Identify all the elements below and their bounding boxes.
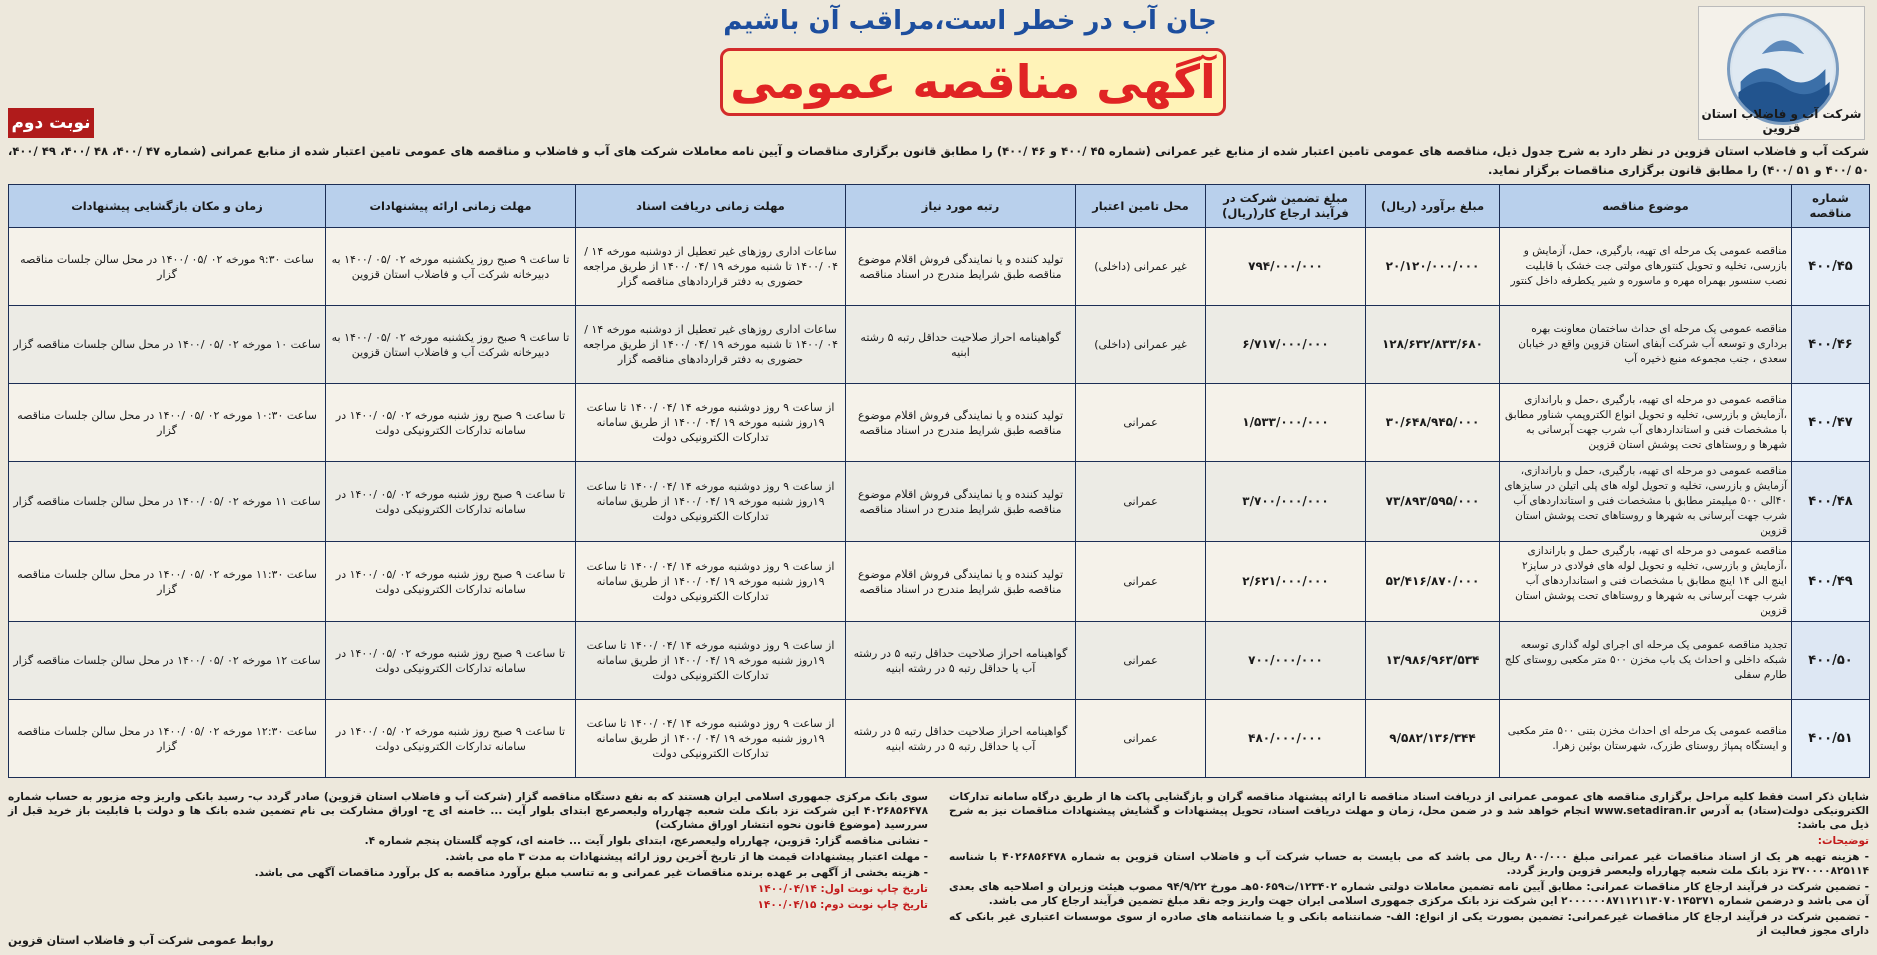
print-date-first: تاریخ چاپ نوبت اول: ۱۴۰۰/۰۴/۱۴ [757, 883, 928, 895]
tender-table [8, 184, 1870, 778]
footer-right-column [949, 790, 1869, 950]
header-opening: زمان و مکان بازگشایی پیشنهادات [9, 185, 326, 228]
cell-estimate: ۳۰/۶۴۸/۹۴۵/۰۰۰ [1366, 384, 1500, 462]
table-row [9, 306, 1870, 384]
cell-estimate: ۱۳/۹۸۶/۹۶۳/۵۳۴ [1366, 622, 1500, 700]
cell-estimate: ۷۳/۸۹۳/۵۹۵/۰۰۰ [1366, 462, 1500, 542]
cell-estimate: ۹/۵۸۲/۱۳۶/۳۴۴ [1366, 700, 1500, 778]
cell-offer-deadline: تا ساعت ۹ صبح روز شنبه مورخه ۰۲ /۰۵ /۱۴۰۰ در سامانه تدارکات الکترونیکی دولت [326, 462, 576, 542]
footer-paragraph: - هزینه تهیه هر یک از اسناد مناقصات غیر عمرانی مبلغ ۸۰۰/۰۰۰ ریال می باشد که می بایست به حساب شرکت آب و فاضلاب استان قزوین به شماره ۴۰۲۶۸۵۶۴۷۸ با شناسه ۳۷۰۰۰۰۸۲۵۱۱۴ نزد بانک ملت شعبه چهارراه ولیعصر قزوین واریز گردد. [949, 851, 1869, 877]
cell-doc-deadline: از ساعت ۹ روز دوشنبه مورخه ۱۴ /۰۴ /۱۴۰۰ تا ساعت ۱۹روز شنبه مورخه ۱۹ /۰۴ /۱۴۰۰ از طریق سامانه تدارکات الکترونیکی دولت [576, 384, 846, 462]
cell-subject: تجدید مناقصه عمومی یک مرحله ای اجرای لوله گذاری توسعه شبکه داخلی و احداث یک باب مخزن ۵۰۰ متر مکعبی روستای کلج طارم سفلی [1500, 622, 1792, 700]
cell-offer-deadline: تا ساعت ۹ صبح روز یکشنبه مورخه ۰۲ /۰۵ /۱۴۰۰ به دبیرخانه شرکت آب و فاضلاب استان قزوین [326, 306, 576, 384]
header-funding: محل تامین اعتبار [1076, 185, 1206, 228]
cell-rank: تولید کننده و یا نمایندگی فروش اقلام موضوع مناقصه طبق شرایط مندرج در اسناد مناقصه [846, 462, 1076, 542]
cell-funding: عمرانی [1076, 384, 1206, 462]
header-rank: رتبه مورد نیاز [846, 185, 1076, 228]
table-header-row [9, 185, 1870, 228]
cell-estimate: ۱۲۸/۶۳۲/۸۳۳/۶۸۰ [1366, 306, 1500, 384]
cell-rank: گواهینامه احراز صلاحیت حداقل رتبه ۵ در رشته آب یا حداقل رتبه ۵ در رشته ابنیه [846, 622, 1076, 700]
cell-guarantee: ۴۸۰/۰۰۰/۰۰۰ [1206, 700, 1366, 778]
cell-num: ۴۰۰/۴۶ [1792, 306, 1870, 384]
cell-num: ۴۰۰/۵۰ [1792, 622, 1870, 700]
header-estimate: مبلغ برآورد (ریال) [1366, 185, 1500, 228]
header-num: شماره مناقصه [1792, 185, 1870, 228]
round-badge: نوبت دوم [8, 108, 94, 138]
cell-subject: مناقصه عمومی یک مرحله ای احداث مخزن بتنی ۵۰۰ متر مکعبی و ایستگاه پمپاژ روستای طزرک، شهرستان بوئین زهرا. [1500, 700, 1792, 778]
cell-subject: مناقصه عمومی دو مرحله ای تهیه، بارگیری حمل و باراندازی ،آزمایش و بازرسی، تخلیه و تحویل لوله های فولادی در سایز۲ اینچ الی ۱۴ اینچ مطابق با مشخصات فنی و استانداردهای آب شرب جهت آبرسانی به شهرها و روستاهای تحت پوشش استان قزوین [1500, 542, 1792, 622]
intro-paragraph: شرکت آب و فاضلاب استان قزوین در نظر دارد به شرح جدول ذیل، مناقصه های عمومی تامین اعتبار شده از منابع غیر عمرانی (شماره ۴۵ /۴۰۰ و ۴۶ /۴۰۰) را مطابق قانون برگزاری مناقصات و آیین نامه معاملات شرکت های آب و فاضلاب و مناقصه های عمومی تامین اعتبار شده از منابع عمرانی (شماره ۴۷ /۴۰۰، ۴۸ /۴۰۰، ۴۹ /۴۰۰، ۵۰ /۴۰۰ و ۵۱ /۴۰۰) را مطابق قانون برگزاری مناقصات برگزار نماید. [8, 144, 1869, 177]
cell-doc-deadline: ساعات اداری روزهای غیر تعطیل از دوشنبه مورخه ۱۴ /۰۴ /۱۴۰۰ تا شنبه مورخه ۱۹ /۰۴ /۱۴۰۰ از طریق مراجعه حضوری به دفتر قراردادهای مناقصه گزار [576, 228, 846, 306]
cell-rank: تولید کننده و یا نمایندگی فروش اقلام موضوع مناقصه طبق شرایط مندرج در اسناد مناقصه [846, 228, 1076, 306]
header [0, 0, 1877, 140]
cell-opening: ساعت ۱۲ مورخه ۰۲ /۰۵ /۱۴۰۰ در محل سالن جلسات مناقصه گزار [9, 622, 326, 700]
table-row [9, 622, 1870, 700]
company-logo [1698, 6, 1865, 140]
slogan: جان آب در خطر است،مراقب آن باشیم [723, 6, 1217, 36]
cell-guarantee: ۷۹۴/۰۰۰/۰۰۰ [1206, 228, 1366, 306]
cell-offer-deadline: تا ساعت ۹ صبح روز شنبه مورخه ۰۲ /۰۵ /۱۴۰۰ در سامانه تدارکات الکترونیکی دولت [326, 622, 576, 700]
footer-paragraph: شایان ذکر است فقط کلیه مراحل برگزاری مناقصه های عمومی عمرانی از دریافت اسناد مناقصه تا ارائه پیشنهاد مناقصه گران و بازگشایی پاکت ها از طریق درگاه سامانه تدارکات الکترونیکی دولت(ستاد) به آدرس www.setadiran.ir انجام خواهد شد و در ضمن محل، زمان و مهلت دریافت اسناد، تحویل پیشنهادات و گشایش پیشنهادات مناقصات نیز به شرح ذیل می باشد: [949, 791, 1869, 831]
cell-rank: گواهینامه احراز صلاحیت حداقل رتبه ۵ رشته ابنیه [846, 306, 1076, 384]
cell-guarantee: ۱/۵۳۳/۰۰۰/۰۰۰ [1206, 384, 1366, 462]
cell-opening: ساعت ۱۱:۳۰ مورخه ۰۲ /۰۵ /۱۴۰۰ در محل سالن جلسات مناقصه گزار [9, 542, 326, 622]
cell-rank: گواهینامه احراز صلاحیت حداقل رتبه ۵ در رشته آب یا حداقل رتبه ۵ در رشته ابنیه [846, 700, 1076, 778]
cell-funding: عمرانی [1076, 462, 1206, 542]
cell-guarantee: ۶/۷۱۷/۰۰۰/۰۰۰ [1206, 306, 1366, 384]
footer-paragraph: - مهلت اعتبار پیشنهادات قیمت ها از تاریخ آخرین روز ارائه پیشنهادات به مدت ۳ ماه می باشد. [445, 851, 928, 863]
cell-doc-deadline: از ساعت ۹ روز دوشنبه مورخه ۱۴ /۰۴ /۱۴۰۰ تا ساعت ۱۹روز شنبه مورخه ۱۹ /۰۴ /۱۴۰۰ از طریق سامانه تدارکات الکترونیکی دولت [576, 700, 846, 778]
cell-funding: عمرانی [1076, 700, 1206, 778]
cell-funding: عمرانی [1076, 622, 1206, 700]
cell-offer-deadline: تا ساعت ۹ صبح روز یکشنبه مورخه ۰۲ /۰۵ /۱۴۰۰ به دبیرخانه شرکت آب و فاضلاب استان قزوین [326, 228, 576, 306]
cell-num: ۴۰۰/۴۷ [1792, 384, 1870, 462]
cell-opening: ساعت ۱۱ مورخه ۰۲ /۰۵ /۱۴۰۰ در محل سالن جلسات مناقصه گزار [9, 462, 326, 542]
cell-estimate: ۲۰/۱۲۰/۰۰۰/۰۰۰ [1366, 228, 1500, 306]
cell-guarantee: ۳/۷۰۰/۰۰۰/۰۰۰ [1206, 462, 1366, 542]
cell-opening: ساعت ۱۲:۳۰ مورخه ۰۲ /۰۵ /۱۴۰۰ در محل سالن جلسات مناقصه گزار [9, 700, 326, 778]
notes-title: توضیحات: [1817, 835, 1869, 847]
cell-subject: مناقصه عمومی یک مرحله ای تهیه، بارگیری، حمل، آزمایش و بازرسی، تخلیه و تحویل کنتورهای مولتی جت خشک با قابلیت نصب سنسور بهمراه مهره و ماسوره و شیر یکطرفه داخل کنتور [1500, 228, 1792, 306]
header-offer-deadline: مهلت زمانی ارائه پیشنهادات [326, 185, 576, 228]
page-title: آگهی مناقصه عمومی [730, 55, 1216, 109]
cell-opening: ساعت ۹:۳۰ مورخه ۰۲ /۰۵ /۱۴۰۰ در محل سالن جلسات مناقصه گزار [9, 228, 326, 306]
cell-rank: تولید کننده و یا نمایندگی فروش اقلام موضوع مناقصه طبق شرایط مندرج در اسناد مناقصه [846, 384, 1076, 462]
cell-guarantee: ۲/۶۲۱/۰۰۰/۰۰۰ [1206, 542, 1366, 622]
table-row [9, 700, 1870, 778]
title-banner [720, 48, 1226, 116]
header-doc-deadline: مهلت زمانی دریافت اسناد [576, 185, 846, 228]
table-row [9, 384, 1870, 462]
cell-num: ۴۰۰/۴۵ [1792, 228, 1870, 306]
table-row [9, 542, 1870, 622]
cell-num: ۴۰۰/۴۸ [1792, 462, 1870, 542]
header-guarantee: مبلغ تضمین شرکت در فرآیند ارجاع کار(ریال) [1206, 185, 1366, 228]
logo-caption: شرکت آب و فاضلاب استان قزوین [1701, 107, 1862, 135]
cell-offer-deadline: تا ساعت ۹ صبح روز شنبه مورخه ۰۲ /۰۵ /۱۴۰۰ در سامانه تدارکات الکترونیکی دولت [326, 542, 576, 622]
cell-funding: غیر عمرانی (داخلی) [1076, 228, 1206, 306]
table-row [9, 228, 1870, 306]
cell-offer-deadline: تا ساعت ۹ صبح روز شنبه مورخه ۰۲ /۰۵ /۱۴۰۰ در سامانه تدارکات الکترونیکی دولت [326, 700, 576, 778]
footer-paragraph: - تضمین شرکت در فرآیند ارجاع کار مناقصات غیرعمرانی: تضمین بصورت یکی از انواع: الف- ضمانتنامه بانکی و یا ضمانتنامه های صادره از سوی موسسات اعتباری غیر بانکی که دارای مجوز فعالیت از [949, 911, 1869, 937]
cell-doc-deadline: از ساعت ۹ روز دوشنبه مورخه ۱۴ /۰۴ /۱۴۰۰ تا ساعت ۱۹روز شنبه مورخه ۱۹ /۰۴ /۱۴۰۰ از طریق سامانه تدارکات الکترونیکی دولت [576, 542, 846, 622]
cell-opening: ساعت ۱۰ مورخه ۰۲ /۰۵ /۱۴۰۰ در محل سالن جلسات مناقصه گزار [9, 306, 326, 384]
cell-estimate: ۵۲/۴۱۶/۸۷۰/۰۰۰ [1366, 542, 1500, 622]
header-subject: موضوع مناقصه [1500, 185, 1792, 228]
table-row [9, 462, 1870, 542]
cell-funding: غیر عمرانی (داخلی) [1076, 306, 1206, 384]
cell-subject: مناقصه عمومی دو مرحله ای تهیه، بارگیری ،حمل و باراندازی ،آزمایش و بازرسی، تخلیه و تحویل انواع الکتروپمپ شناور مطابق با مشخصات فنی و استانداردهای آب شرب جهت آبرسانی به شهرها و روستاهای تحت پوشش استان قزوین [1500, 384, 1792, 462]
cell-opening: ساعت ۱۰:۳۰ مورخه ۰۲ /۰۵ /۱۴۰۰ در محل سالن جلسات مناقصه گزار [9, 384, 326, 462]
footer-paragraph: - نشانی مناقصه گزار: قزوین، چهارراه ولیعصرعج، ابتدای بلوار آیت ... خامنه ای، کوچه گلستان پنجم شماره ۴. [364, 835, 928, 847]
publisher-signature: روابط عمومی شرکت آب و فاضلاب استان قزوین [8, 934, 274, 947]
footer-paragraph: سوی بانک مرکزی جمهوری اسلامی ایران هستند که به نفع دستگاه مناقصه گزار (شرکت آب و فاضلاب استان قزوین) صادر گردد ب- رسید بانکی واریز وجه مزبور به حساب شماره ۴۰۲۶۸۵۶۴۷۸ این شرکت نزد بانک ملت شعبه چهارراه ولیعصرعج ابتدای بلوار آیت ... خامنه ای ج- اوراق مشارکت بی نام تضمین شده بانک ها و دولت با قابلیت باز خرید قبل از سررسید (موضوع قانون نحوه انتشار اوراق مشارکت) [8, 791, 928, 831]
footer [8, 790, 1869, 952]
cell-doc-deadline: از ساعت ۹ روز دوشنبه مورخه ۱۴ /۰۴ /۱۴۰۰ تا ساعت ۱۹روز شنبه مورخه ۱۹ /۰۴ /۱۴۰۰ از طریق سامانه تدارکات الکترونیکی دولت [576, 462, 846, 542]
cell-subject: مناقصه عمومی دو مرحله ای تهیه، بارگیری، حمل و باراندازی، آزمایش و بازرسی، تخلیه و تحویل لوله های پلی اتیلن در سایزهای ۴۰الی ۵۰۰ میلیمتر مطابق با مشخصات فنی و استانداردهای آب شرب جهت آبرسانی به شهرها و روستاهای تحت پوشش استان قزوین [1500, 462, 1792, 542]
footer-paragraph: - تضمین شرکت در فرآیند ارجاع کار مناقصات عمرانی: مطابق آیین نامه تضمین معاملات دولتی شماره ۱۲۳۴۰۲/ت۵۰۶۵۹هـ مورخ ۹۴/۹/۲۲ مصوب هیئت وزیران و اصلاحیه های بعدی آن می باشد و درضمن شماره ۲۰۰۰۰۰۰۸۷۱۱۲۱۱۳۰۷۰۱۴۵۳۷۱ این شرکت نزد بانک مرکزی جمهوری اسلامی ایران جهت واریز وجه نقد مبلغ تضمین فرآیند ارجاع کار می باشد. [949, 881, 1869, 907]
cell-num: ۴۰۰/۴۹ [1792, 542, 1870, 622]
footer-paragraph: - هزینه بخشی از آگهی بر عهده برنده مناقصات غیر عمرانی و به تناسب مبلغ برآورد مناقصه به کل برآورد مناقصات آگهی می باشد. [254, 867, 928, 879]
footer-left-column [8, 790, 928, 950]
cell-funding: عمرانی [1076, 542, 1206, 622]
cell-doc-deadline: از ساعت ۹ روز دوشنبه مورخه ۱۴ /۰۴ /۱۴۰۰ تا ساعت ۱۹روز شنبه مورخه ۱۹ /۰۴ /۱۴۰۰ از طریق سامانه تدارکات الکترونیکی دولت [576, 622, 846, 700]
cell-guarantee: ۷۰۰/۰۰۰/۰۰۰ [1206, 622, 1366, 700]
cell-rank: تولید کننده و یا نمایندگی فروش اقلام موضوع مناقصه طبق شرایط مندرج در اسناد مناقصه [846, 542, 1076, 622]
cell-num: ۴۰۰/۵۱ [1792, 700, 1870, 778]
cell-offer-deadline: تا ساعت ۹ صبح روز شنبه مورخه ۰۲ /۰۵ /۱۴۰۰ در سامانه تدارکات الکترونیکی دولت [326, 384, 576, 462]
cell-subject: مناقصه عمومی یک مرحله ای حداث ساختمان معاونت بهره برداری و توسعه آب شرکت آبفای استان قزوین واقع در خیابان سعدی ، جنب مجموعه منبع ذخیره آب [1500, 306, 1792, 384]
print-date-second: تاریخ چاپ نوبت دوم: ۱۴۰۰/۰۴/۱۵ [757, 899, 928, 911]
cell-doc-deadline: ساعات اداری روزهای غیر تعطیل از دوشنبه مورخه ۱۴ /۰۴ /۱۴۰۰ تا شنبه مورخه ۱۹ /۰۴ /۱۴۰۰ از طریق مراجعه حضوری به دفتر قراردادهای مناقصه گزار [576, 306, 846, 384]
